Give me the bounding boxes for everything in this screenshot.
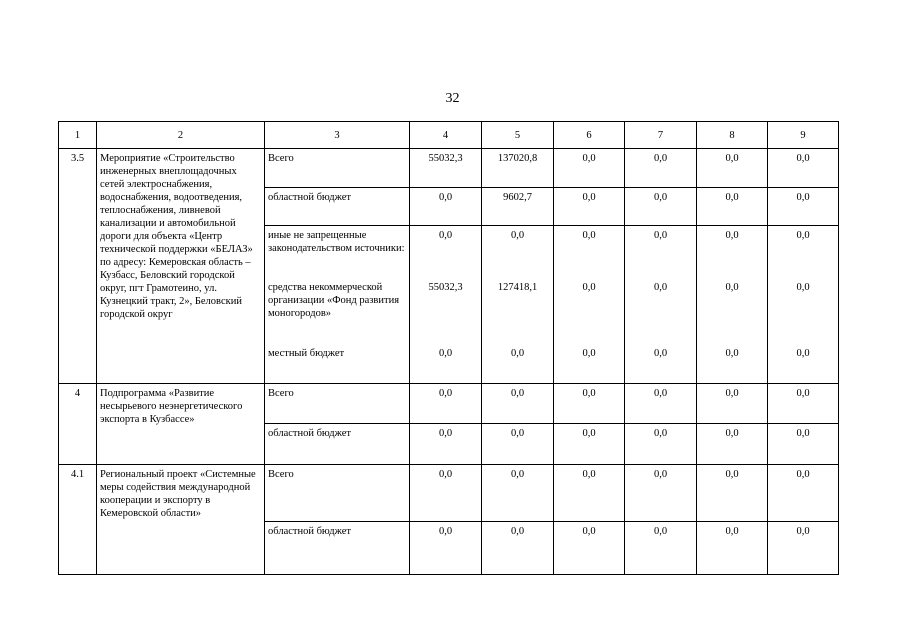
value-group — [697, 226, 768, 384]
value-cell: 0,0 — [482, 424, 554, 465]
value-cell: 0,0 — [725, 282, 739, 293]
value-cell: 0,0 — [625, 384, 697, 424]
header-cell: 8 — [697, 122, 768, 149]
value-cell: 0,0 — [554, 384, 625, 424]
value-cell: 9602,7 — [482, 188, 554, 226]
funding-source: областной бюджет — [265, 424, 410, 465]
item-description: Мероприятие «Строительство инженерных внеплощадочных сетей электроснабжения, водоснабжения, водоотведения, теплоснабжения, ливневой канализации и автомобильной дороги для объекта «Центр технической поддержки «БЕЛАЗ» по адресу: Кемеровская область – Кузбасс, Беловский городской округ, пгт Грамотеино, ул. Кузнецкий тракт, 2», Беловский городской округ — [97, 149, 265, 384]
value-cell: 0,0 — [697, 424, 768, 465]
header-cell: 7 — [625, 122, 697, 149]
value-cell: 0,0 — [653, 348, 668, 359]
item-number: 3.5 — [59, 149, 97, 384]
value-cell: 0,0 — [510, 230, 525, 241]
value-cell: 0,0 — [725, 348, 739, 359]
table-row — [59, 149, 839, 188]
header-cell: 6 — [554, 122, 625, 149]
value-cell: 0,0 — [482, 384, 554, 424]
value-cell: 0,0 — [697, 188, 768, 226]
funding-source: областной бюджет — [265, 522, 410, 575]
value-cell: 0,0 — [768, 465, 839, 522]
value-cell: 0,0 — [554, 522, 625, 575]
header-cell: 9 — [768, 122, 839, 149]
item-description: Подпрограмма «Развитие несырьевого неэнергетического экспорта в Кузбассе» — [97, 384, 265, 465]
header-cell: 5 — [482, 122, 554, 149]
page-number: 32 — [445, 91, 460, 106]
value-cell: 0,0 — [653, 230, 668, 241]
value-group — [554, 226, 625, 384]
value-group — [768, 226, 839, 384]
funding-source: Всего — [265, 149, 410, 188]
value-cell: 0,0 — [768, 149, 839, 188]
value-cell: 0,0 — [410, 522, 482, 575]
value-group — [482, 226, 554, 384]
value-cell: 0,0 — [482, 465, 554, 522]
table-row — [59, 465, 839, 522]
value-group — [625, 226, 697, 384]
value-cell: 0,0 — [625, 465, 697, 522]
value-cell: 0,0 — [625, 149, 697, 188]
value-cell: 0,0 — [554, 424, 625, 465]
funding-source: местный бюджет — [268, 348, 345, 359]
value-cell: 0,0 — [768, 424, 839, 465]
value-cell: 0,0 — [697, 522, 768, 575]
value-cell: 0,0 — [438, 348, 453, 359]
value-cell: 0,0 — [410, 384, 482, 424]
value-cell: 0,0 — [625, 522, 697, 575]
value-cell: 0,0 — [768, 188, 839, 226]
value-cell: 0,0 — [697, 149, 768, 188]
header-cell: 4 — [410, 122, 482, 149]
value-cell: 0,0 — [697, 465, 768, 522]
value-cell: 55032,3 — [410, 149, 482, 188]
value-cell: 0,0 — [582, 230, 596, 241]
item-number: 4.1 — [59, 465, 97, 575]
value-cell: 0,0 — [768, 522, 839, 575]
value-cell: 0,0 — [438, 230, 453, 241]
funding-source: областной бюджет — [265, 188, 410, 226]
item-description: Региональный проект «Системные меры содействия международной кооперации и экспорту в Кемеровской области» — [97, 465, 265, 575]
value-cell: 0,0 — [725, 230, 739, 241]
value-cell: 0,0 — [410, 465, 482, 522]
value-cell: 0,0 — [482, 522, 554, 575]
header-cell: 3 — [265, 122, 410, 149]
value-cell: 127418,1 — [497, 282, 538, 293]
value-cell: 0,0 — [697, 384, 768, 424]
value-cell: 137020,8 — [482, 149, 554, 188]
item-number: 4 — [59, 384, 97, 465]
header-cell: 2 — [97, 122, 265, 149]
value-cell: 0,0 — [554, 149, 625, 188]
value-cell: 55032,3 — [428, 282, 463, 293]
table-row — [59, 384, 839, 424]
value-cell: 0,0 — [410, 188, 482, 226]
value-cell: 0,0 — [554, 465, 625, 522]
value-cell: 0,0 — [554, 188, 625, 226]
value-cell: 0,0 — [796, 282, 810, 293]
header-cell: 1 — [59, 122, 97, 149]
value-cell: 0,0 — [582, 282, 596, 293]
funding-source: Всего — [265, 465, 410, 522]
budget-table — [58, 121, 839, 575]
value-cell: 0,0 — [510, 348, 525, 359]
funding-source: средства некоммерческой организации «Фонд развития моногородов» — [268, 282, 400, 319]
header-row — [59, 122, 839, 149]
value-cell: 0,0 — [582, 348, 596, 359]
value-cell: 0,0 — [653, 282, 668, 293]
value-cell: 0,0 — [796, 348, 810, 359]
value-cell: 0,0 — [410, 424, 482, 465]
value-cell: 0,0 — [768, 384, 839, 424]
value-cell: 0,0 — [796, 230, 810, 241]
funding-source: Всего — [265, 384, 410, 424]
value-cell: 0,0 — [625, 188, 697, 226]
value-group — [410, 226, 482, 384]
funding-source: иные не запрещенные законодательством источники: — [268, 230, 405, 254]
value-cell: 0,0 — [625, 424, 697, 465]
funding-source-group — [265, 226, 410, 384]
